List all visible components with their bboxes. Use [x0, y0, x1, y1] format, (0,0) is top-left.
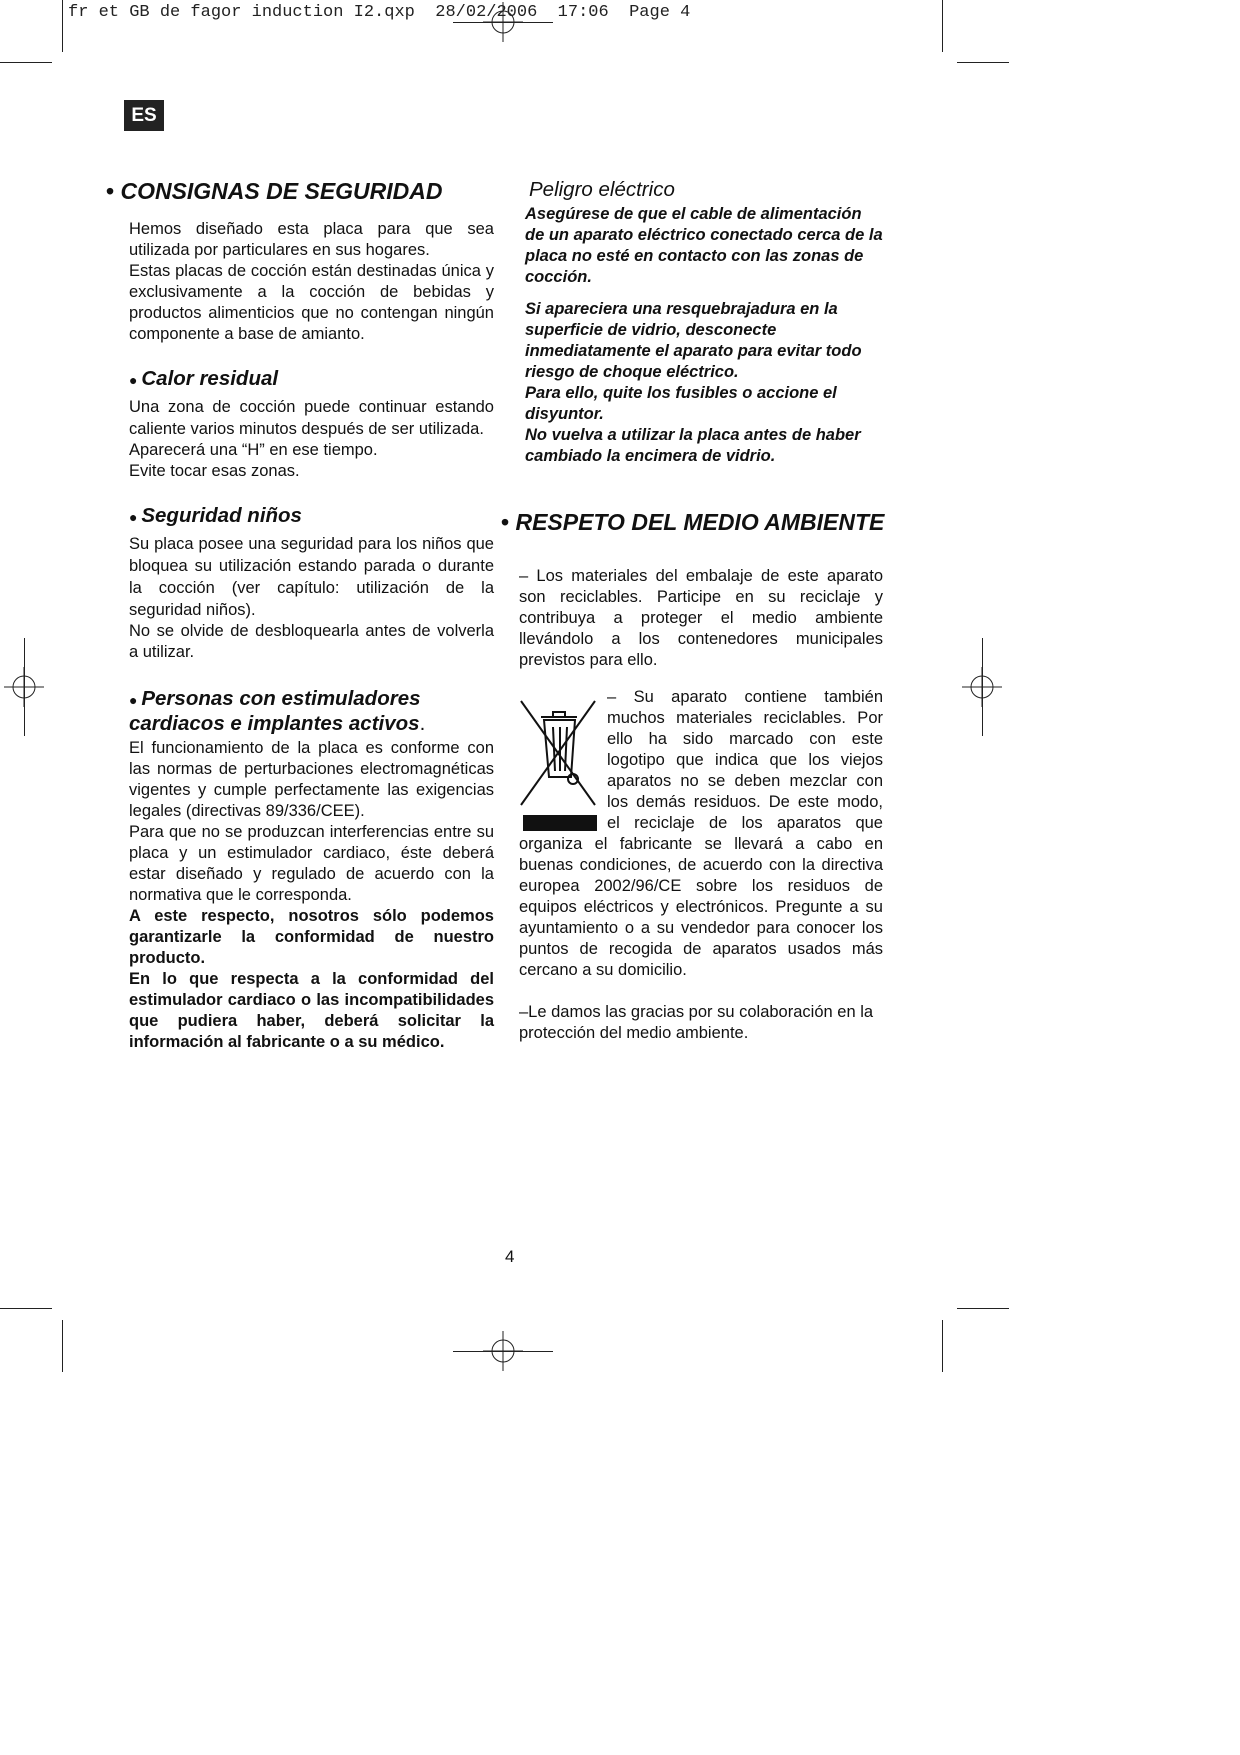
bullet-icon: ●: [129, 692, 142, 708]
language-badge: ES: [124, 100, 164, 131]
crop-mark: [942, 1320, 943, 1372]
paragraph: El funcionamiento de la placa es conforme con las normas de perturbaciones electromagnéticas vigentes y cumple perfectamente las exigencias legales (directivas 89/336/CEE).: [129, 739, 494, 820]
section-title-environment: • RESPETO DEL MEDIO AMBIENTE: [501, 509, 885, 535]
paragraph: Si apareciera una resquebrajadura en la superficie de vidrio, desconecte inmediatamente el aparato para evitar todo riesgo de choque eléctrico.: [525, 300, 862, 381]
subsection-heading-pacemakers: ● Personas con estimuladores cardiacos e implantes activos.: [129, 687, 426, 735]
page-number: 4: [505, 1247, 515, 1266]
paragraph: Estas placas de cocción están destinadas única y exclusivamente a la cocción de bebidas y productos alimenticios que no contengan ningún componente a base de amianto.: [129, 262, 494, 343]
paragraph: – Su aparato contiene también muchos materiales reciclables. Por ello ha sido marcado con este logotipo que indica que los viejos aparatos no se deben mezclar con los demás residuos. De este modo, el reciclaje de los aparatos que organiza el fabricante se llevará a cabo en buenas condiciones, de acuerdo con la directiva europea 2002/96/CE sobre los residuos de equipos eléctricos y electrónicos. Pregunte a su ayuntamiento o a su vendedor para conocer los puntos de recogida de aparatos usados más cercano a su domicilio.: [519, 688, 883, 979]
crop-mark: [0, 62, 52, 63]
paragraph: – Los materiales del embalaje de este aparato son reciclables. Participe en su reciclaje y contribuya a proteger el medio ambiente llevándolo a los contenedores municipales previstos para ello.: [519, 567, 883, 669]
recycling-block: [519, 687, 883, 981]
paragraph: Aparecerá una “H” en ese tiempo.: [129, 441, 378, 459]
crop-mark: [453, 22, 553, 23]
bullet-icon: ●: [129, 509, 142, 525]
right-column: [501, 178, 885, 1044]
crop-mark: [957, 1308, 1009, 1309]
crop-mark: [24, 638, 25, 736]
crossed-out-bin-icon: [519, 693, 599, 833]
paragraph: Una zona de cocción puede continuar estando caliente varios minutos después de ser utilizada.: [129, 398, 494, 438]
paragraph: No se olvide de desbloquearla antes de volverla a utilizar.: [129, 622, 494, 661]
crop-mark: [453, 1351, 553, 1352]
paragraph: Evite tocar esas zonas.: [129, 462, 300, 480]
crop-mark: [982, 638, 983, 736]
weee-logo: [519, 693, 599, 833]
paragraph: No vuelva a utilizar la placa antes de haber cambiado la encimera de vidrio.: [525, 426, 861, 465]
crop-mark: [957, 62, 1009, 63]
paragraph: Para que no se produzcan interferencias entre su placa y un estimulador cardiaco, éste deberá estar diseñado y regulado de acuerdo con la normativa que le corresponda.: [129, 823, 494, 904]
paragraph: A este respecto, nosotros sólo podemos garantizarle la conformidad de nuestro producto.: [129, 907, 494, 967]
crop-mark: [62, 1320, 63, 1372]
paragraph: Asegúrese de que el cable de alimentación de un aparato eléctrico conectado cerca de la placa no esté en contacto con las zonas de cocción.: [525, 205, 883, 286]
subsection-heading-residual-heat: ● Calor residual: [129, 367, 279, 390]
paragraph: Hemos diseñado esta placa para que sea utilizada por particulares en sus hogares.: [129, 220, 494, 259]
section-title-safety: • CONSIGNAS DE SEGURIDAD: [106, 178, 443, 204]
paragraph: Su placa posee una seguridad para los niños que bloquea su utilización estando parada o durante la cocción (ver capítulo: utilización de la seguridad niños).: [129, 535, 494, 619]
bullet-icon: •: [106, 178, 121, 204]
bullet-icon: ●: [129, 372, 142, 388]
subsection-heading-electrical-hazard: Peligro eléctrico: [529, 178, 675, 201]
crop-mark: [0, 1308, 52, 1309]
paragraph: –Le damos las gracias por su colaboración en la protección del medio ambiente.: [519, 1003, 874, 1042]
print-slug: fr et GB de fagor induction I2.qxp 28/02/2006 17:06 Page 4: [68, 3, 691, 22]
crop-mark: [942, 0, 943, 52]
paragraph: Para ello, quite los fusibles o accione el disyuntor.: [525, 384, 837, 423]
subsection-heading-child-safety: ● Seguridad niños: [129, 504, 302, 527]
crop-mark: [62, 0, 63, 52]
paragraph: En lo que respecta a la conformidad del estimulador cardiaco o las incompatibilidades que pudiera haber, deberá solicitar la información al fabricante o a su médico.: [129, 970, 494, 1051]
bullet-icon: •: [501, 509, 516, 535]
left-column: [106, 178, 494, 1053]
